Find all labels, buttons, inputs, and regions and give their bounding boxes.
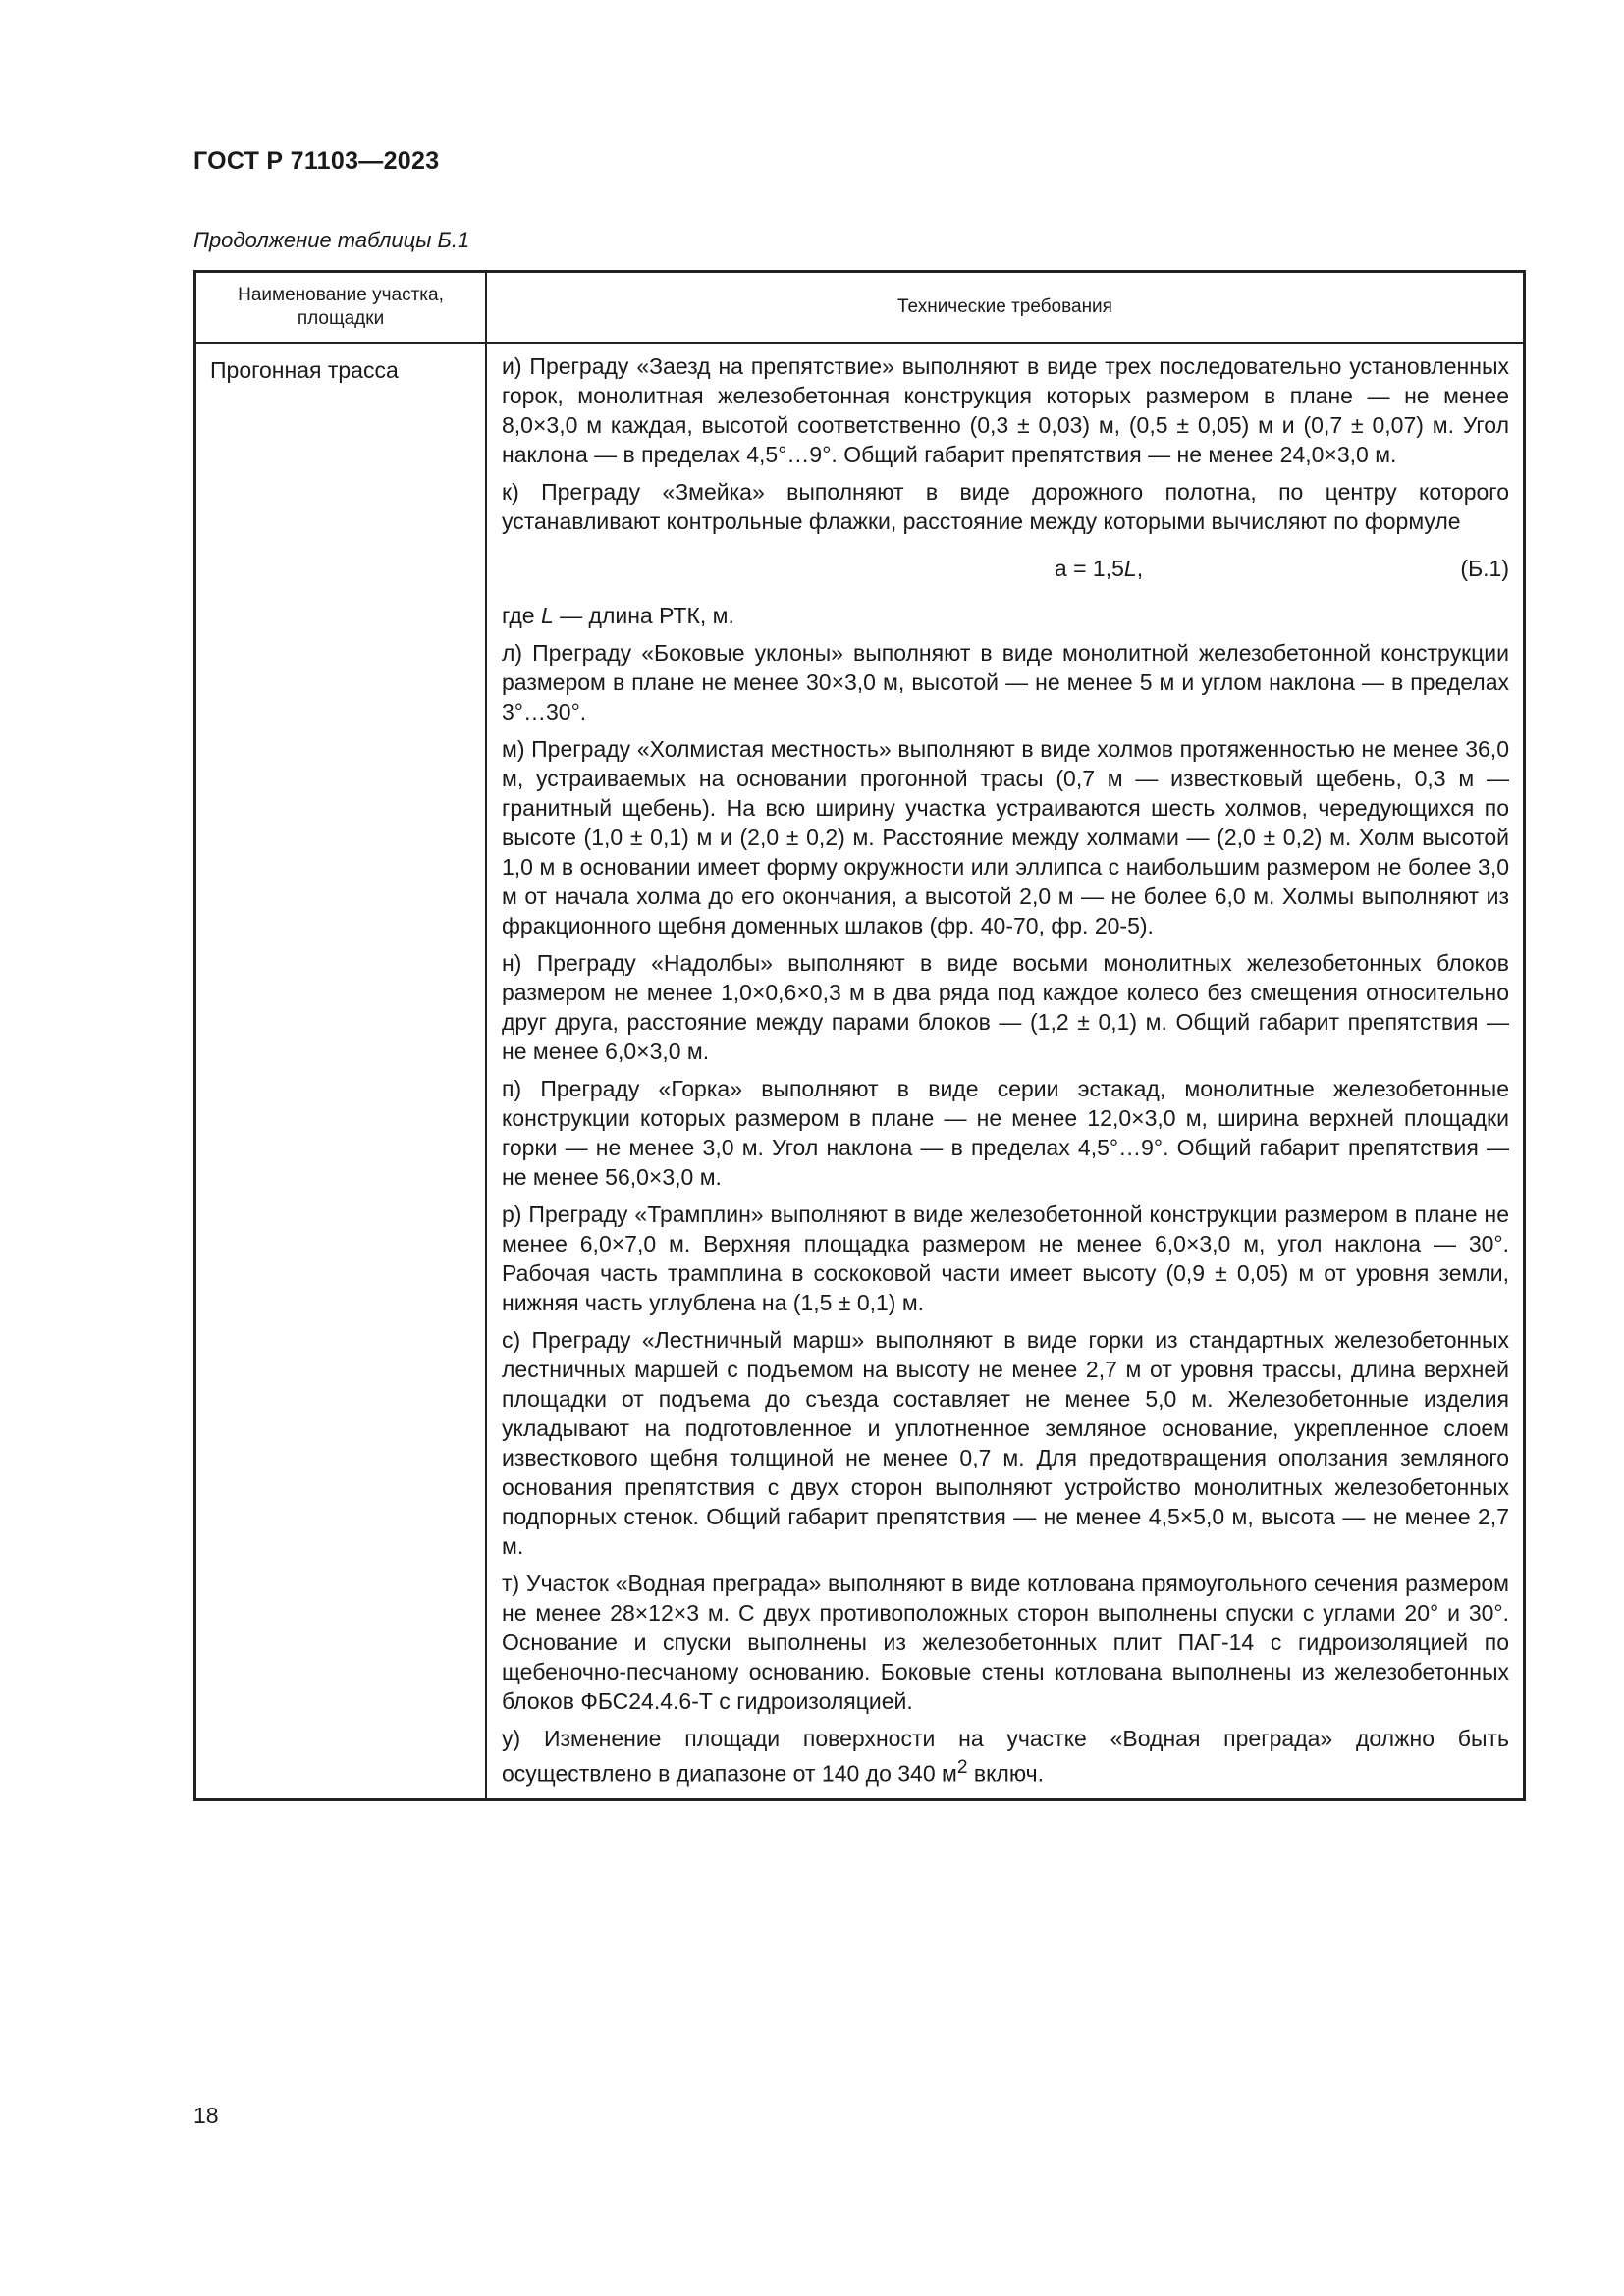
legend-text: — длина РТК, м.	[553, 603, 734, 628]
formula-b1	[502, 554, 1509, 583]
requirement-u-superscript: 2	[956, 1757, 968, 1778]
requirements-cell	[486, 343, 1525, 1799]
legend-prefix: где	[502, 603, 541, 628]
column-header-section: Наименование участка, площадки	[195, 272, 487, 344]
table-row	[195, 343, 1525, 1799]
legend-variable: L	[540, 603, 554, 628]
page-number: 18	[193, 2103, 219, 2128]
section-name-cell: Прогонная трасса	[195, 343, 487, 1799]
formula-tail: ,	[1136, 556, 1144, 581]
requirement-k: к) Преграду «Змейка» выполняют в виде дорожного полотна, по центру которого устанавливают контрольные флажки, расстояние между которыми вычисляют по формуле	[502, 479, 1509, 534]
formula-expression	[1055, 554, 1143, 583]
requirements-table	[193, 270, 1526, 1801]
requirement-u-text: у) Изменение площади поверхности на участке «Водная преграда» должно быть осуществлено в диапазоне от 140 до 340 м	[502, 1726, 1509, 1787]
formula-legend	[502, 601, 1509, 630]
formula-number: (Б.1)	[1460, 556, 1509, 581]
table-caption: Продолжение таблицы Б.1	[193, 228, 470, 252]
requirement-i: и) Преграду «Заезд на препятствие» выполняют в виде трех последовательно установленных горок, монолитная железобетонная конструкция которых размером в плане — не менее 8,0×3,0 м каждая, высотой соответственно (0,3 ± 0,03) м, (0,5 ± 0,05) м и (0,7 ± 0,07) м. Угол наклона — в пределах 4,5°…9°. Общий габарит препятствия — не менее 24,0×3,0 м.	[502, 353, 1509, 467]
requirement-n: н) Преграду «Надолбы» выполняют в виде восьми монолитных железобетонных блоков размером не менее 1,0×0,6×0,3 м в два ряда под каждое колесо без смещения относительно друг друга, расстояние между парами блоков — (1,2 ± 0,1) м. Общий габарит препятствия — не менее 6,0×3,0 м.	[502, 950, 1509, 1064]
requirement-u-tail: включ.	[967, 1760, 1044, 1787]
requirement-l: л) Преграду «Боковые уклоны» выполняют в виде монолитной железобетонной конструкции размером в плане не менее 30×3,0 м, высотой — не менее 5 м и углом наклона — в пределах 3°…30°.	[502, 640, 1509, 724]
requirement-t: т) Участок «Водная преграда» выполняют в виде котлована прямоугольного сечения размером не менее 28×12×3 м. С двух противоположных сторон выполнены спуски с углами 20° и 30°. Основание и спуски выполнены из железобетонных плит ПАГ-14 с гидроизоляцией по щебеночно-песчаному основанию. Боковые стены котлована выполнены из железобетонных блоков ФБС24.4.6-Т с гидроизоляцией.	[502, 1571, 1509, 1714]
formula-lhs: a = 1,5	[1054, 556, 1124, 581]
requirement-p: п) Преграду «Горка» выполняют в виде серии эстакад, монолитные железобетонные конструкции которых размером в плане — не менее 12,0×3,0 м, ширина верхней площадки горки — не менее 3,0 м. Угол наклона — в пределах 4,5°…9°. Общий габарит препятствия — не менее 56,0×3,0 м.	[502, 1076, 1509, 1190]
requirement-m: м) Преграду «Холмистая местность» выполняют в виде холмов протяженностью не менее 36,0 м, устраиваемых на основании прогонной трасы (0,7 м — известковый щебень, 0,3 м — гранитный щебень). На всю ширину участка устраиваются шесть холмов, чередующихся по высоте (1,0 ± 0,1) м и (2,0 ± 0,2) м. Расстояние между холмами — (2,0 ± 0,2) м. Холм высотой 1,0 м в основании имеет форму окружности или эллипса с наибольшим размером не более 3,0 м от начала холма до его окончания, а высотой 2,0 м — не более 6,0 м. Холмы выполняют из фракционного щебня доменных шлаков (фр. 40-70, фр. 20-5).	[502, 736, 1509, 938]
column-header-requirements: Технические требования	[486, 272, 1525, 344]
formula-variable: L	[1123, 556, 1137, 581]
requirement-s: с) Преграду «Лестничный марш» выполняют в виде горки из стандартных железобетонных лестничных маршей с подъемом на высоту не менее 2,7 м от уровня трассы, длина верхней площадки от подъема до съезда составляет не менее 5,0 м. Железобетонные изделия укладывают на подготовленное и уплотненное земляное основание, укрепленное слоем известкового щебня толщиной не менее 0,7 м. Для предотвращения оползания земляного основания препятствия с двух сторон выполняют устройство монолитных железобетонных подпорных стенок. Общий габарит препятствия — не менее 4,5×5,0 м, высота — не менее 2,7 м.	[502, 1327, 1509, 1559]
requirement-r: р) Преграду «Трамплин» выполняют в виде железобетонной конструкции размером в плане не менее 6,0×7,0 м. Верхняя площадка размером не менее 6,0×3,0 м, угол наклона — 30°. Рабочая часть трамплина в соскоковой части имеет высоту (0,9 ± 0,05) м от уровня земли, нижняя часть углублена на (1,5 ± 0,1) м.	[502, 1201, 1509, 1315]
requirement-u	[502, 1724, 1509, 1789]
table-header-row	[195, 272, 1525, 344]
document-code: ГОСТ Р 71103—2023	[193, 147, 440, 175]
